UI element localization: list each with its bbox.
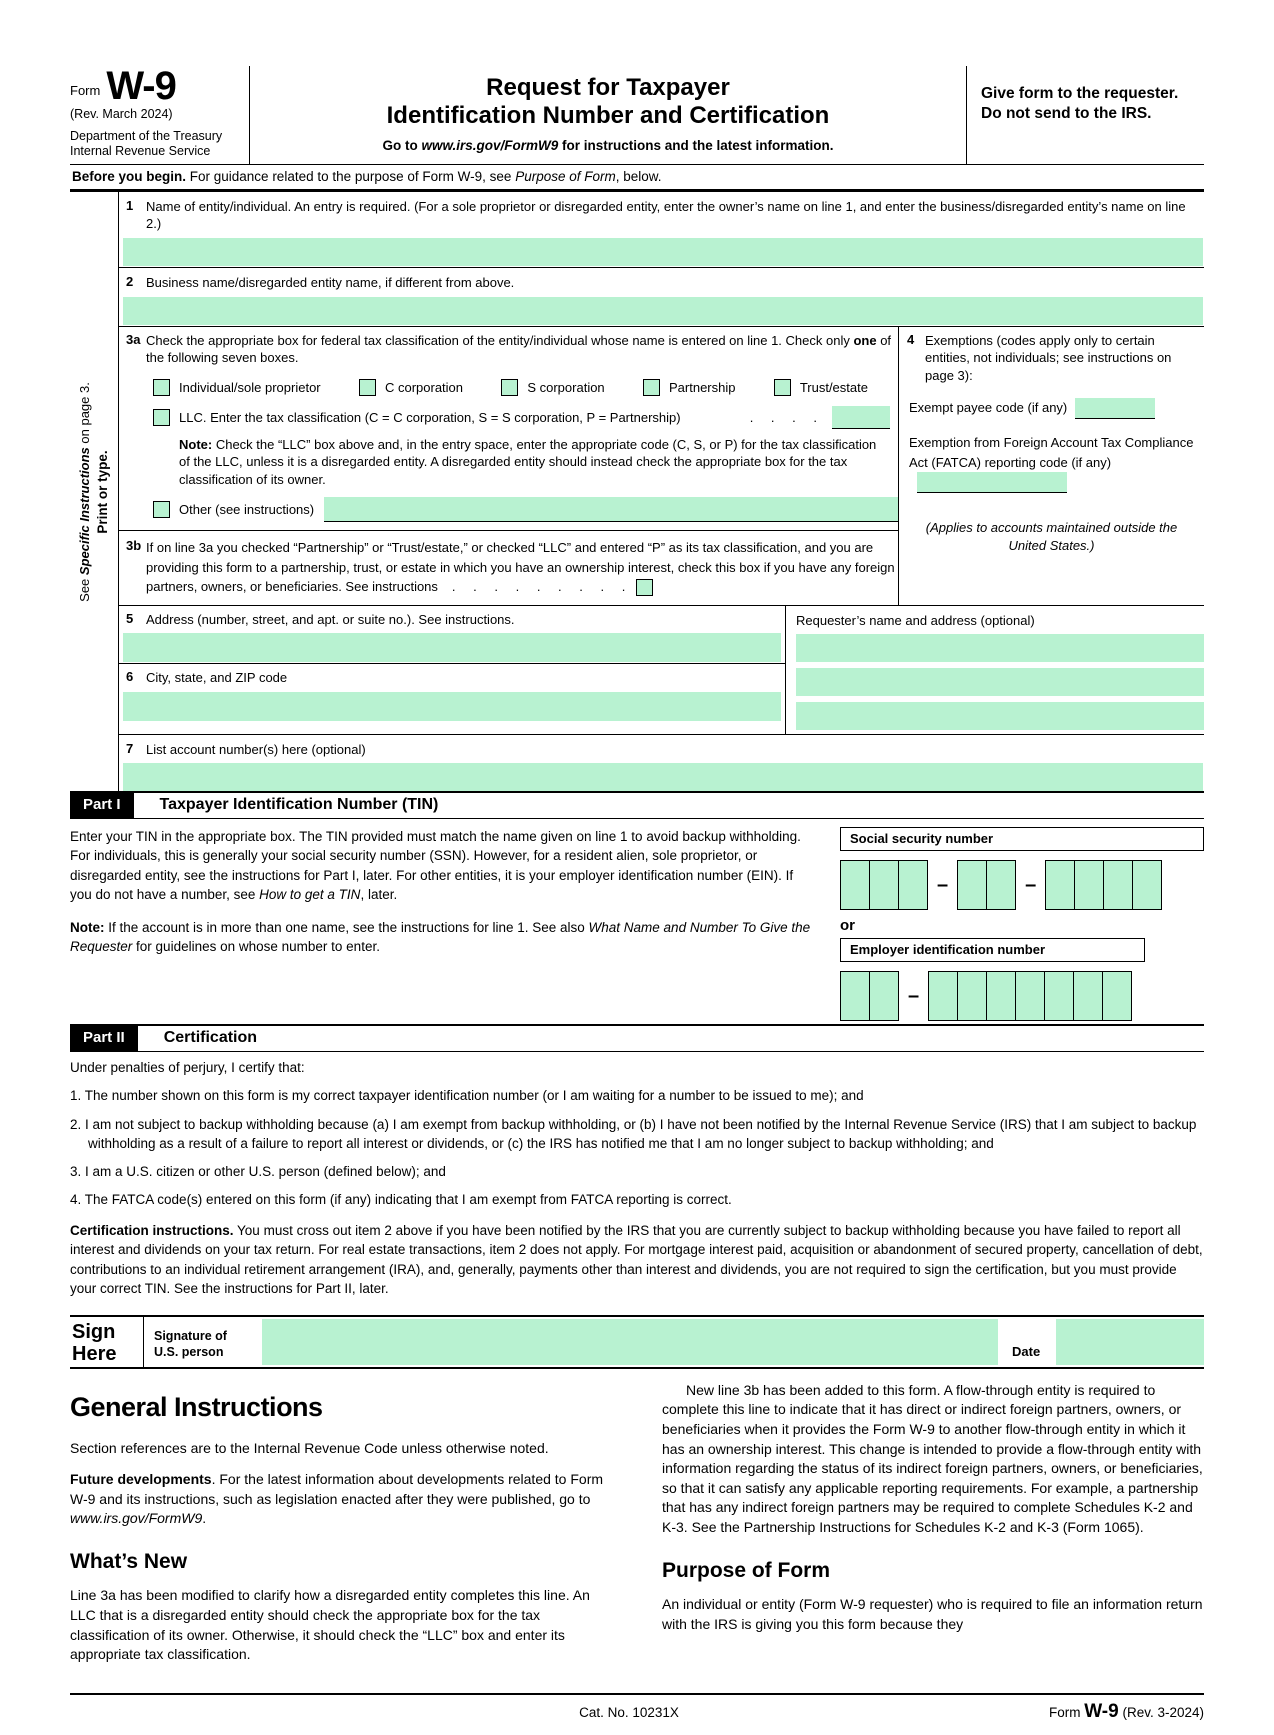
certification-item-2: 2. I am not subject to backup withholding because (a) I am exempt from backup withholding, or (b) I have not been notified by the Internal Revenue Service (IRS) that I am subject to backup withholding as a result of a failure to report all interest or dividends, or (c) the IRS has notified me that I am no longer subject to backup withholding; and xyxy=(70,1116,1197,1151)
give-form-notice: Give form to the requester. Do not send to the IRS. xyxy=(966,66,1204,164)
part1-badge: Part I xyxy=(70,793,134,818)
sidebar-see: See xyxy=(77,574,93,602)
print-or-type-sidebar xyxy=(70,192,118,791)
ssn-group-1 xyxy=(840,860,928,910)
date-field[interactable] xyxy=(1056,1319,1204,1365)
line2-business-name-field[interactable] xyxy=(123,297,1203,325)
part1-p1-pre: Enter your TIN in the appropriate box. The TIN provided must match the name given on line 1 to avoid backup withholding. For individuals, this is generally your social security number (SSN). However, for a resident alien, sole proprietor, or disregarded entity, see the instructions for Part I, later. For other entities, it is your employer identification number (EIN). If you do not have a number, see xyxy=(70,829,801,902)
sidebar-specific-instructions: Specific Instructions xyxy=(77,446,93,575)
form-ref-pre: Form xyxy=(1049,1704,1085,1720)
goto-instructions xyxy=(264,138,952,153)
whats-new-heading: What’s New xyxy=(70,1550,188,1574)
sidebar-print-or-type: Print or type. xyxy=(94,449,110,534)
before-you-begin xyxy=(70,165,1204,192)
exempt-payee-label: Exempt payee code (if any) xyxy=(909,400,1068,416)
page-footer xyxy=(70,1693,1204,1735)
before-post: , below. xyxy=(615,168,662,184)
llc-dot-leaders: . . . . xyxy=(749,409,818,425)
ein-cell-5[interactable] xyxy=(986,971,1016,1021)
ssn-cell-7[interactable] xyxy=(1074,860,1104,910)
line3a-label xyxy=(146,329,898,367)
requester-field-1[interactable] xyxy=(796,634,1204,662)
ein-dash: – xyxy=(908,984,920,1007)
line5-6-section xyxy=(119,606,1204,735)
c-corporation-label: C corporation xyxy=(384,379,464,395)
form-identity-block xyxy=(70,66,250,164)
other-entry-field[interactable] xyxy=(324,497,898,522)
requester-field-2[interactable] xyxy=(796,668,1204,696)
ein-group-2 xyxy=(928,971,1132,1021)
checkbox-trust-estate[interactable] xyxy=(774,379,791,396)
sidebar-page: on page 3. xyxy=(77,381,93,447)
part1-p1-post: , later. xyxy=(360,886,398,902)
line2-row xyxy=(119,268,1204,327)
line1-number: 1 xyxy=(126,197,134,213)
part1-note-italic: What Name and Number To Give the Requester xyxy=(70,919,811,955)
s-corporation-option xyxy=(501,379,604,396)
part1-body xyxy=(70,819,1204,1025)
line6-block xyxy=(119,664,785,721)
certification-intro: Under penalties of perjury, I certify that: xyxy=(70,1060,305,1076)
agency-name: Internal Revenue Service xyxy=(70,144,211,159)
line3a-label-post: of the following seven boxes. xyxy=(146,332,892,366)
part2-header xyxy=(70,1024,1204,1052)
line3b-dot-leaders: . . . . . . . . . xyxy=(451,579,627,595)
form-revision: (Rev. March 2024) xyxy=(70,107,173,121)
line1-name-field[interactable] xyxy=(123,238,1203,266)
line6-city-state-zip-field[interactable] xyxy=(123,692,781,721)
checkbox-partnership[interactable] xyxy=(643,379,660,396)
tax-classification-checkboxes xyxy=(153,379,868,396)
ein-boxes xyxy=(840,971,1204,1021)
ein-cell-4[interactable] xyxy=(957,971,987,1021)
ein-group-1 xyxy=(840,971,899,1021)
instructions-right-column xyxy=(662,1381,1204,1677)
purpose-of-form-heading: Purpose of Form xyxy=(662,1558,831,1582)
line7-label: List account number(s) here (optional) xyxy=(146,741,366,757)
line3a-block xyxy=(119,327,898,532)
llc-note xyxy=(179,436,890,489)
signature-section xyxy=(70,1315,1204,1369)
requester-column xyxy=(786,606,1204,734)
ein-cell-2[interactable] xyxy=(869,971,899,1021)
form-title-line1: Request for Taxpayer xyxy=(486,74,730,101)
ein-cell-8[interactable] xyxy=(1073,971,1103,1021)
s-corporation-label: S corporation xyxy=(527,379,605,395)
part2-body xyxy=(70,1052,1204,1315)
ssn-cell-8[interactable] xyxy=(1103,860,1133,910)
form-header xyxy=(70,66,1204,165)
date-label: Date xyxy=(1012,1343,1041,1359)
form-ref-number: W-9 xyxy=(1084,1700,1119,1722)
certification-item-3: 3. I am a U.S. citizen or other U.S. person (defined below); and xyxy=(70,1163,446,1179)
future-developments xyxy=(70,1470,612,1529)
checkbox-llc[interactable] xyxy=(153,409,170,426)
checkbox-other[interactable] xyxy=(153,501,170,518)
checkbox-individual-sole-proprietor[interactable] xyxy=(153,379,170,396)
part1-p1-italic: How to get a TIN xyxy=(259,886,361,902)
partnership-option xyxy=(643,379,735,396)
llc-note-text: Check the “LLC” box above and, in the entry space, enter the appropriate code (C, S, or P) for the tax classification of the LLC, unless it is a disregarded entity. A disregarded entity should instead check the appropriate box for the tax classification of its owner. xyxy=(179,436,877,487)
section-references: Section references are to the Internal Revenue Code unless otherwise noted. xyxy=(70,1439,549,1456)
ssn-group-2 xyxy=(957,860,1016,910)
form-reference xyxy=(1049,1701,1204,1723)
certification-item-1: 1. The number shown on this form is my correct taxpayer identification number (or I am waiting for a number to be issued to me); and xyxy=(70,1088,864,1104)
part2-badge: Part II xyxy=(70,1026,138,1051)
form-word: Form xyxy=(70,83,101,98)
purpose-of-form-paragraph: An individual or entity (Form W-9 requester) who is required to file an information return with the IRS is giving you this form because they xyxy=(662,1596,1203,1632)
fatca-label: Exemption from Foreign Account Tax Compliance Act (FATCA) reporting code (if any) xyxy=(909,435,1194,470)
line1-row xyxy=(119,192,1204,268)
part1-note-post: for guidelines on whose number to enter. xyxy=(132,939,380,955)
future-developments-bold: Future developments xyxy=(70,1471,212,1488)
requester-field-3[interactable] xyxy=(796,702,1204,730)
applies-note: (Applies to accounts maintained outside the United States.) xyxy=(925,520,1178,553)
signature-field[interactable] xyxy=(262,1319,998,1365)
line6-number: 6 xyxy=(126,669,134,685)
sign-here-label xyxy=(70,1317,144,1367)
general-instructions-heading: General Instructions xyxy=(70,1391,323,1422)
signature-of-label xyxy=(144,1317,262,1367)
sidebar-rotated-text xyxy=(76,382,112,602)
signature-of-line2: U.S. person xyxy=(154,1345,224,1360)
catalog-number: Cat. No. 10231X xyxy=(579,1704,679,1720)
line3-column xyxy=(119,327,899,605)
line2-number: 2 xyxy=(126,273,134,289)
ein-cell-6[interactable] xyxy=(1015,971,1045,1021)
future-developments-url[interactable]: www.irs.gov/FormW9 xyxy=(70,1510,203,1527)
form-ref-revision: (Rev. 3-2024) xyxy=(1118,1704,1204,1720)
certification-item-4: 4. The FATCA code(s) entered on this form (if any) indicating that I am exempt from FATCA reporting is correct. xyxy=(70,1192,732,1208)
part1-note xyxy=(70,918,818,956)
form-body xyxy=(77,192,1204,791)
checkbox-3b-foreign-partners[interactable] xyxy=(636,579,653,596)
irs-url-link[interactable]: www.irs.gov/FormW9 xyxy=(421,138,559,154)
llc-label: LLC. Enter the tax classification (C = C corporation, S = S corporation, P = Partnership) xyxy=(179,409,681,425)
certification-instructions-text: You must cross out item 2 above if you have been notified by the IRS that you are currently subject to backup withholding because you have failed to report all interest and dividends on your tax return. For real estate transactions, item 2 does not apply. For mortgage interest paid, acquisition or abandonment of secured property, cancellation of debt, contributions to an individual retirement arrangement (IRA), and, generally, payments other than interest and dividends, you are not required to sign the certification, but you must provide your correct TIN. See the instructions for Part II, later. xyxy=(70,1223,1203,1296)
form-title-block xyxy=(250,66,966,164)
certification-instructions xyxy=(70,1221,1204,1298)
line5-number: 5 xyxy=(126,610,134,626)
line4-number: 4 xyxy=(907,331,915,347)
signature-of-line1: Signature of xyxy=(154,1328,227,1343)
line5-address-field[interactable] xyxy=(123,633,781,662)
ssn-cell-3[interactable] xyxy=(898,860,928,910)
ein-cell-3[interactable] xyxy=(928,971,958,1021)
individual-option xyxy=(153,379,321,396)
ssn-cell-4[interactable] xyxy=(957,860,987,910)
goto-suffix: for instructions and the latest information. xyxy=(558,138,834,154)
line3-and-4-section xyxy=(119,327,1204,606)
line5-block xyxy=(119,606,785,665)
llc-note-bold: Note: xyxy=(179,436,213,452)
line3a-label-bold: one xyxy=(853,332,877,348)
whats-new-paragraph: Line 3a has been modified to clarify how a disregarded entity completes this line. An LLC that is a disregarded entity should check the appropriate box for the tax classification of its owner. Otherwise, it should check the “LLC” box and enter its appropriate tax classification. xyxy=(70,1587,590,1663)
part1-title: Taxpayer Identification Number (TIN) xyxy=(159,796,439,814)
part1-note-bold: Note: xyxy=(70,919,105,935)
before-mid: For guidance related to the purpose of Form W-9, see xyxy=(186,168,516,184)
ssn-boxes xyxy=(840,860,1204,910)
ssn-cell-9[interactable] xyxy=(1132,860,1162,910)
llc-option-row xyxy=(153,406,890,429)
ssn-label-box: Social security number xyxy=(840,827,1204,851)
part1-paragraph xyxy=(70,827,818,904)
before-bold: Before you begin. xyxy=(72,168,187,184)
part1-instructions xyxy=(70,827,818,1021)
c-corporation-option xyxy=(359,379,463,396)
line7-row xyxy=(119,735,1204,792)
checkbox-s-corporation[interactable] xyxy=(501,379,518,396)
line7-number: 7 xyxy=(126,740,134,756)
ssn-group-3 xyxy=(1045,860,1162,910)
line3a-label-pre: Check the appropriate box for federal tax classification of the entity/individual whose name is entered on line 1. Check only xyxy=(146,332,854,348)
future-developments-text: . For the latest information about developments related to Form W-9 and its instructions, such as legislation enacted after they were published, go to xyxy=(70,1471,604,1507)
requester-label: Requester’s name and address (optional) xyxy=(796,612,1035,628)
general-instructions-section xyxy=(70,1369,1204,1677)
partnership-label: Partnership xyxy=(669,379,736,395)
line3b-block xyxy=(119,531,898,605)
ssn-dash-2: – xyxy=(1025,873,1037,896)
ssn-cell-2[interactable] xyxy=(869,860,899,910)
instructions-left-column xyxy=(70,1381,612,1677)
line3b-number: 3b xyxy=(126,538,142,554)
ssn-cell-1[interactable] xyxy=(840,860,870,910)
tin-entry-area xyxy=(818,827,1204,1021)
sign-word: Sign xyxy=(72,1320,116,1343)
future-developments-post: . xyxy=(202,1510,207,1527)
or-label: or xyxy=(840,917,855,935)
here-word: Here xyxy=(72,1342,117,1365)
line2-label: Business name/disregarded entity name, if different from above. xyxy=(146,274,515,290)
line4-column xyxy=(899,327,1204,605)
address-column xyxy=(119,606,786,734)
form-title-line2: Identification Number and Certification xyxy=(386,101,830,129)
line7-account-numbers-field[interactable] xyxy=(123,763,1203,791)
line3a-number: 3a xyxy=(126,331,141,347)
form-grid xyxy=(118,192,1204,791)
before-italic: Purpose of Form xyxy=(515,168,616,184)
ein-cell-9[interactable] xyxy=(1102,971,1132,1021)
ein-cell-7[interactable] xyxy=(1044,971,1074,1021)
certification-instructions-bold: Certification instructions. xyxy=(70,1223,234,1239)
part1-header xyxy=(70,791,1204,819)
ein-label-box: Employer identification number xyxy=(840,938,1145,962)
individual-label: Individual/sole proprietor xyxy=(179,379,321,395)
exempt-payee-code-field[interactable] xyxy=(1075,398,1155,419)
line6-label: City, state, and ZIP code xyxy=(146,670,288,686)
part2-title: Certification xyxy=(163,1029,258,1047)
line5-label: Address (number, street, and apt. or suite no.). See instructions. xyxy=(146,611,515,627)
line3b-label xyxy=(146,535,898,597)
fatca-code-field[interactable] xyxy=(917,472,1067,493)
sidebar-see-instructions xyxy=(76,382,94,602)
other-label: Other (see instructions) xyxy=(179,502,315,518)
new-line-3b-paragraph: New line 3b has been added to this form. A flow-through entity is required to complete this line to indicate that it has direct or indirect foreign partners, owners, or beneficiaries when it provides the Form W-9 to another flow-through entity in which it has an ownership interest. This change is intended to provide a flow-through entity with information regarding the status of its indirect foreign partners, owners, or beneficiaries, so that it can satisfy any applicable reporting requirements. For example, a partnership that has any indirect foreign partners may be required to complete Schedules K-2 and K-3. See the Partnership Instructions for Schedules K-2 and K-3 (Form 1065). xyxy=(662,1381,1203,1536)
form-number: W-9 xyxy=(106,64,176,108)
part1-note-pre: If the account is in more than one name, see the instructions for line 1. See also xyxy=(104,919,589,935)
other-option-row xyxy=(153,497,898,522)
exempt-payee-row xyxy=(909,398,1198,419)
fatca-row xyxy=(909,433,1198,493)
goto-prefix: Go to xyxy=(382,138,422,154)
llc-classification-entry-field[interactable] xyxy=(832,406,890,429)
line1-label: Name of entity/individual. An entry is required. (For a sole proprietor or disregarded entity, enter the owner’s name on line 1, and enter the business/disregarded entity’s name on line 2.) xyxy=(146,198,1186,232)
ssn-cell-5[interactable] xyxy=(986,860,1016,910)
ein-cell-1[interactable] xyxy=(840,971,870,1021)
ssn-cell-6[interactable] xyxy=(1045,860,1075,910)
department-name: Department of the Treasury xyxy=(70,128,223,143)
trust-estate-label: Trust/estate xyxy=(799,379,868,395)
line3b-text: If on line 3a you checked “Partnership” or “Trust/estate,” or checked “LLC” and entered “P” as its tax classification, and you are providing this form to a partnership, trust, or estate in which you have an ownership interest, check this box if you have any foreign partners, owners, or beneficiaries. See instructions xyxy=(146,540,895,595)
ssn-dash-1: – xyxy=(937,873,949,896)
line4-label: Exemptions (codes apply only to certain entities, not individuals; see instructions on page 3): xyxy=(925,332,1172,383)
trust-estate-option xyxy=(774,379,868,396)
checkbox-c-corporation[interactable] xyxy=(359,379,376,396)
